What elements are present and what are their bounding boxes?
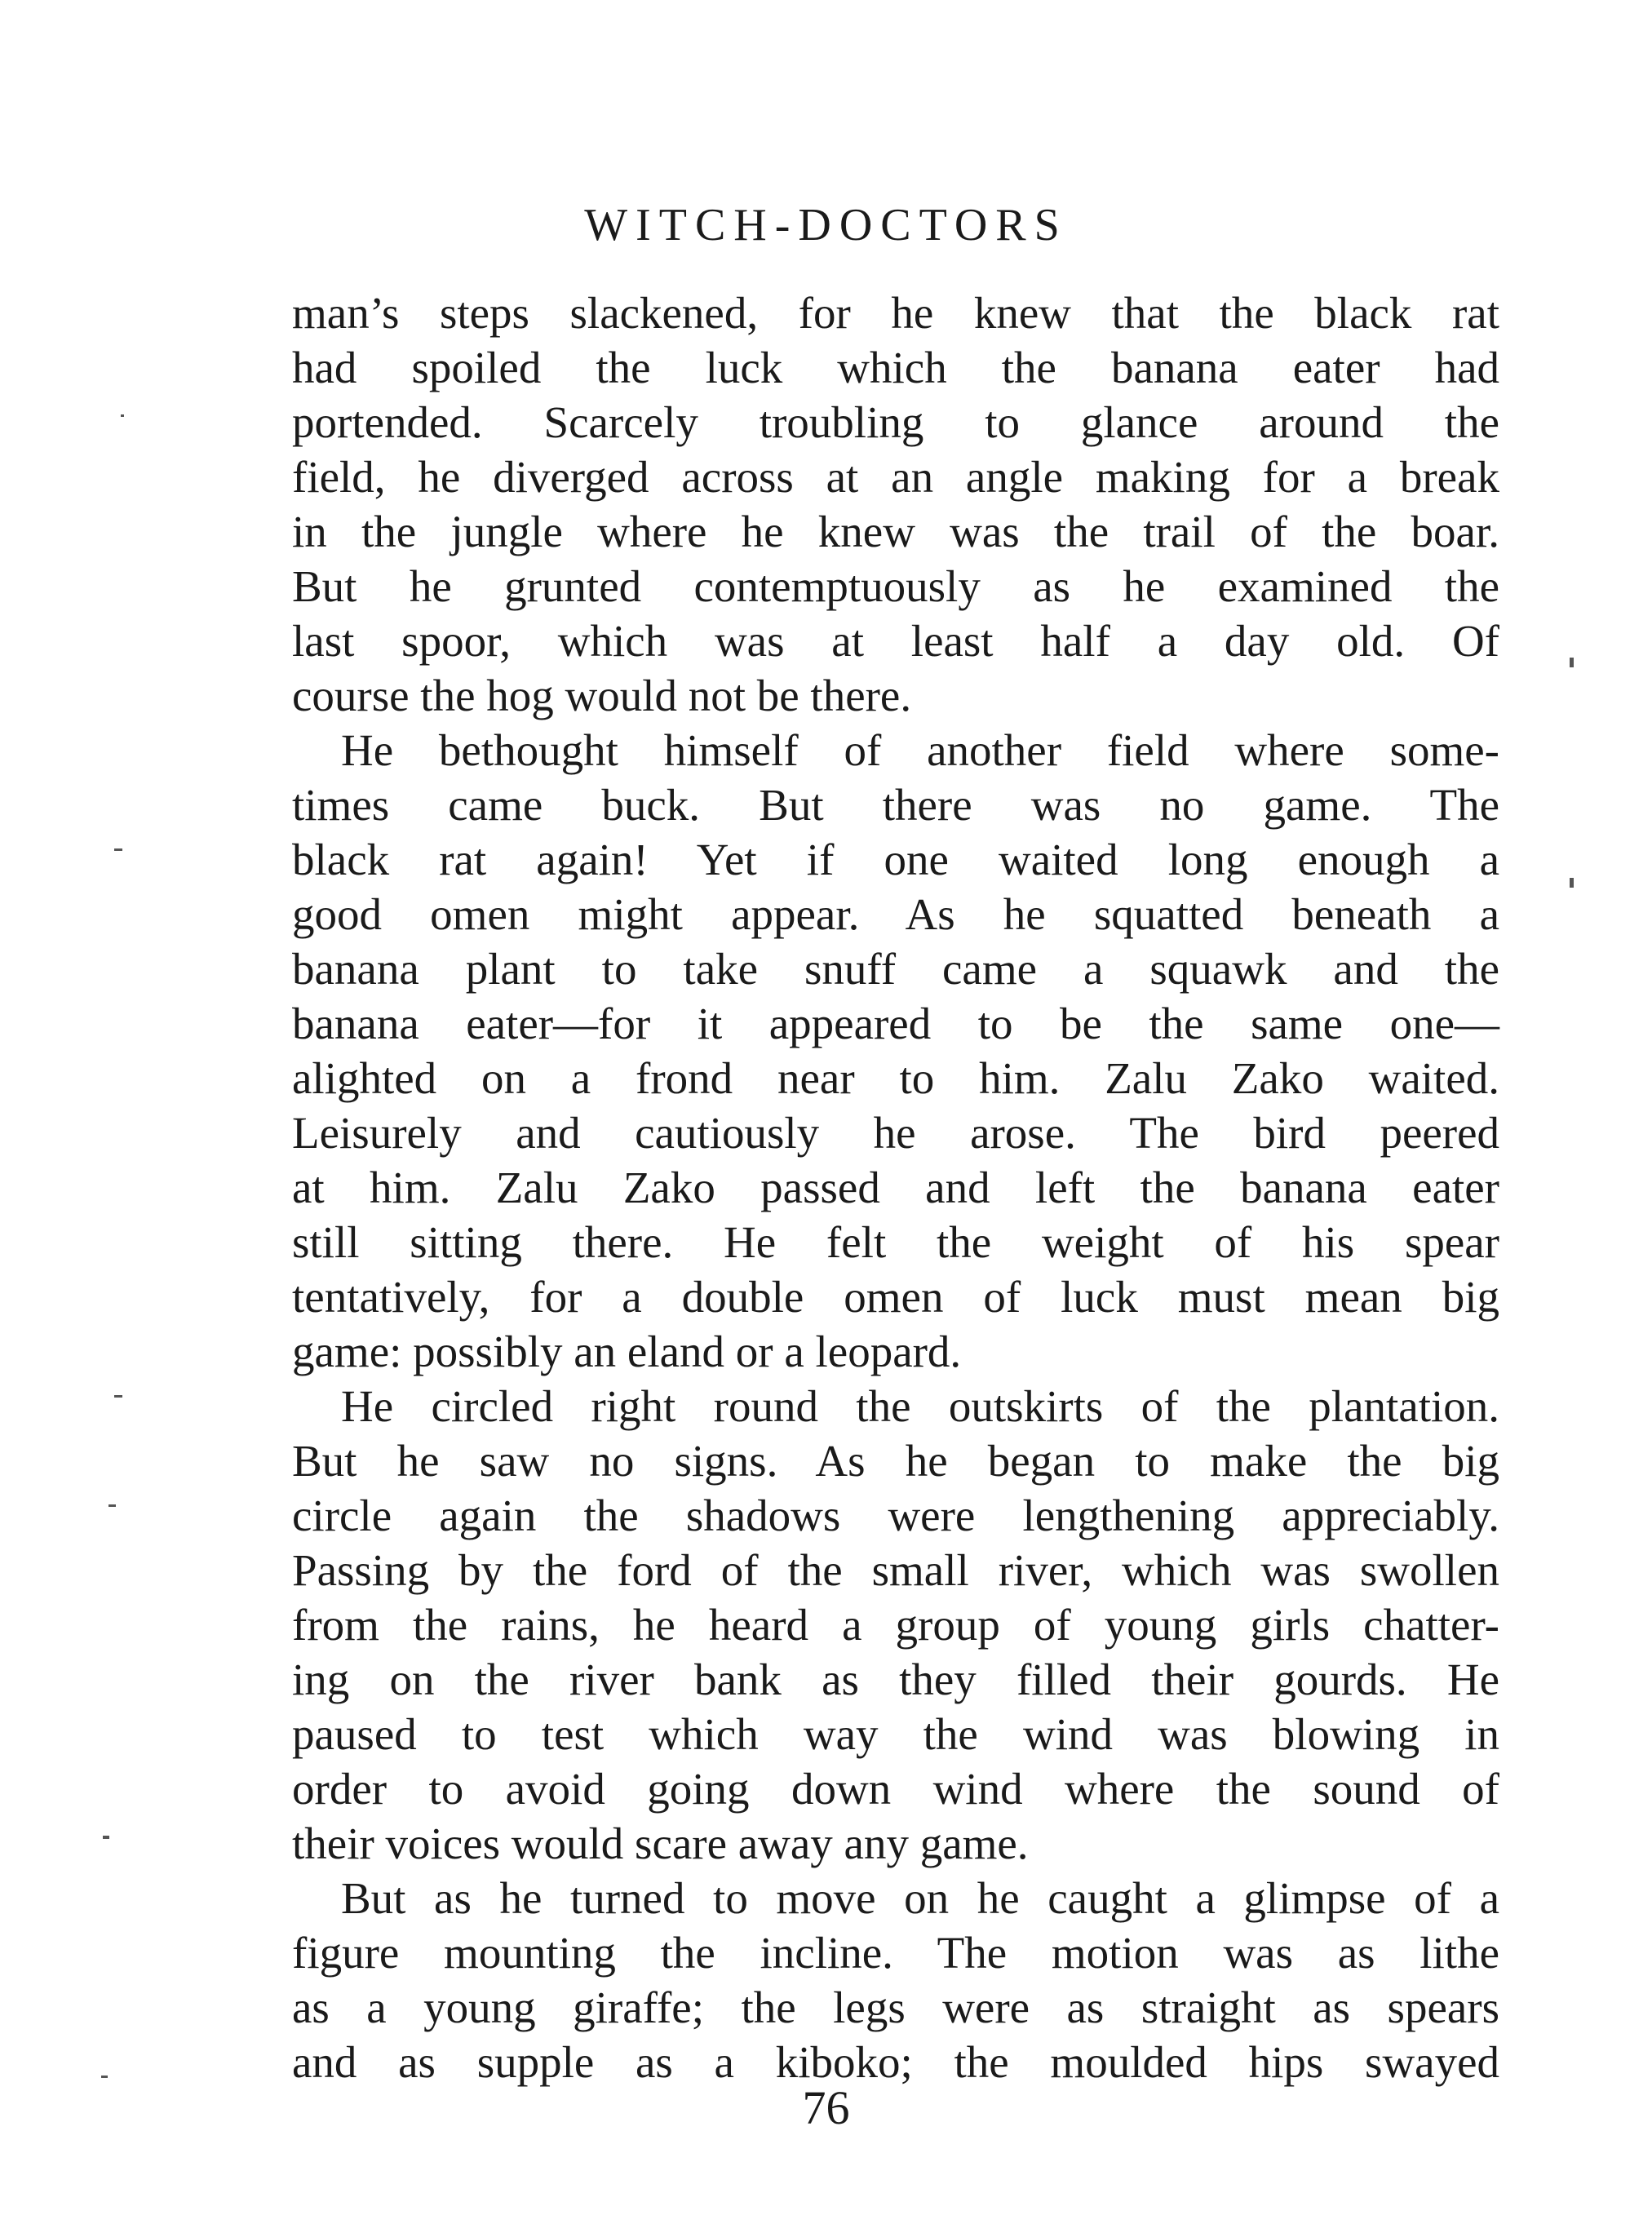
text-line: times came buck. But there was no game. The [292, 780, 1499, 830]
running-head: WITCH-DOCTORS [584, 200, 1068, 250]
text-line: He bethought himself of another field where some- [341, 725, 1499, 775]
text-line: circle again the shadows were lengthening appreciably. [292, 1491, 1499, 1540]
scan-speck [1570, 878, 1574, 888]
text-line: and as supple as a kiboko; the moulded hips swayed [292, 2037, 1499, 2087]
scan-speck [1570, 658, 1574, 667]
text-line: their voices would scare away any game. [292, 1819, 1029, 1868]
text-line: from the rains, he heard a group of young girls chatter- [292, 1600, 1499, 1650]
text-line: field, he diverged across at an angle making for a break [292, 452, 1499, 502]
text-line: figure mounting the incline. The motion was as lithe [292, 1928, 1499, 1978]
text-line: Leisurely and cautiously he arose. The bird peered [292, 1108, 1499, 1158]
text-line: man’s steps slackened, for he knew that the black rat [292, 288, 1499, 338]
scan-speck [121, 414, 124, 417]
text-line: portended. Scarcely troubling to glance around the [292, 397, 1499, 447]
text-line: as a young giraffe; the legs were as straight as spears [292, 1983, 1499, 2032]
text-line: good omen might appear. As he squatted beneath a [292, 889, 1499, 939]
scan-speck [103, 1836, 109, 1839]
text-line: Passing by the ford of the small river, which was swollen [292, 1545, 1499, 1595]
text-line: He circled right round the outskirts of the plantation. [341, 1381, 1499, 1431]
text-line: banana eater—for it appeared to be the same one— [292, 999, 1499, 1048]
text-line: order to avoid going down wind where the sound of [292, 1764, 1499, 1814]
text-line: course the hog would not be there. [292, 671, 912, 720]
text-line: had spoiled the luck which the banana eater had [292, 343, 1499, 392]
text-line: But he saw no signs. As he began to make the big [292, 1436, 1499, 1486]
page-number: 76 [802, 2081, 850, 2134]
scan-speck [114, 848, 122, 851]
scan-speck [109, 1504, 116, 1507]
text-line: at him. Zalu Zako passed and left the banana eater [292, 1163, 1499, 1212]
text-line: ing on the river bank as they filled their gourds. He [292, 1655, 1499, 1704]
text-line: last spoor, which was at least half a day old. Of [292, 616, 1499, 666]
text-line: tentatively, for a double omen of luck must mean big [292, 1272, 1499, 1322]
scan-speck [101, 2076, 108, 2078]
text-line: game: possibly an eland or a leopard. [292, 1327, 962, 1376]
text-line: still sitting there. He felt the weight of his spear [292, 1217, 1499, 1267]
text-line: banana plant to take snuff came a squawk and the [292, 944, 1499, 994]
text-line: But as he turned to move on he caught a glimpse of a [341, 1873, 1499, 1923]
text-line: black rat again! Yet if one waited long enough a [292, 835, 1499, 884]
text-line: in the jungle where he knew was the trail of the boar. [292, 507, 1499, 556]
text-line: alighted on a frond near to him. Zalu Zako waited. [292, 1053, 1499, 1103]
text-line: But he grunted contemptuously as he examined the [292, 561, 1499, 611]
scan-speck [114, 1395, 122, 1398]
text-line: paused to test which way the wind was blowing in [292, 1709, 1499, 1759]
body-text [292, 286, 1499, 2089]
